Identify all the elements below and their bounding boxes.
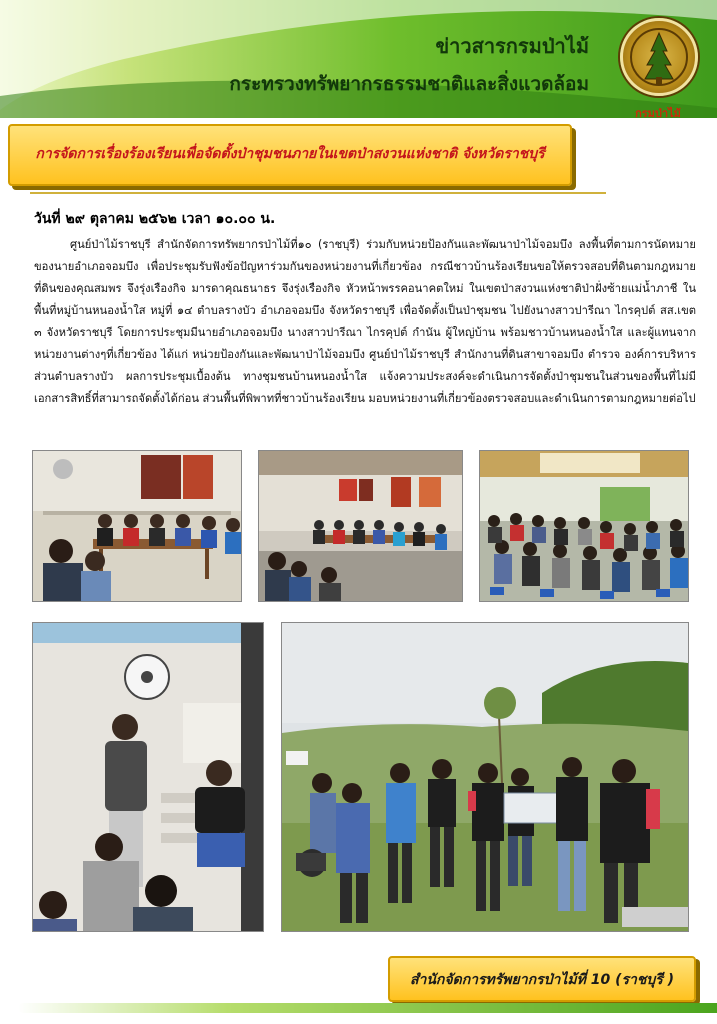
header-banner [0, 0, 717, 118]
headline-text: การจัดการเรื่องร้องเรียนเพื่อจัดตั้งป่าชุมชนภายในเขตป่าสงวนแห่งชาติ จังหวัดราชบุรี [35, 146, 545, 162]
header-swoosh [0, 0, 717, 118]
meeting-photo-speaker [32, 622, 264, 932]
meeting-photo-hall [258, 450, 463, 602]
footer-stripe [18, 1003, 717, 1013]
field-inspection-photo [281, 622, 689, 932]
headline-divider [30, 192, 606, 194]
footer-office-name: สำนักจัดการทรัพยากรป่าไม้ที่ 10 (ราชบุรี ) [409, 972, 675, 988]
ministry-name: กระทรวงทรัพยากรธรรมชาติและสิ่งแวดล้อม [229, 73, 589, 95]
article-body: ศูนย์ป่าไม้ราชบุรี สำนักจัดการทรัพยากรป่าไม้ที่๑๐ (ราชบุรี) ร่วมกับหน่วยป้องกันและพัฒนาป่าไม้จอมบึง ลงพื้นที่ตามการนัดหมายของนายอำเภอจอมบึง เพื่อประชุมรับฟังข้อปัญหาร่วมกันของหน่วยงานที่เกี่ยวข้อง กรณีชาวบ้านร้องเรียนขอให้ตรวจสอบที่ดินตามกฎหมายที่ดินของคุณสมพร จึงรุ่งเรืองกิจ มารดาคุณธนาธร จึงรุ่งเรืองกิจ หัวหน้าพรรคอนาคตใหม่ ในเขตป่าสงวนแห่งชาติป่าฝั่งซ้ายแม่น้ำภาชี ในพื้นที่หมู่บ้านหนองน้ำใส หมู่ที่ ๑๔ ตำบลรางบัว อำเภอจอมบึง จังหวัดราชบุรี เพื่อจัดตั้งเป็นป่าชุมชน ไปยังนางสาวปารีณา ไกรคุปต์ สส.เขต ๓ จังหวัดราชบุรี โดยการประชุมมีนายอำเภอจอมบึง นางสาวปารีณา ไกรคุปต์ กำนัน ผู้ใหญ่บ้าน พร้อมชาวบ้านหนองน้ำใส และผู้แทนจากหน่วยงานต่างๆที่เกี่ยวข้อง ได้แก่ หน่วยป้องกันและพัฒนาป่าไม้จอมบึง ศูนย์ป่าไม้ราชบุรี สำนักงานที่ดินสาขาจอมบึง ตำรวจ องค์การบริหารส่วนตำบลรางบัว ผลการประชุมเบื้องต้น ทางชุมชนบ้านหนองน้ำใส แจ้งความประสงค์จะดำเนินการจัดตั้งป่าชุมชนในส่วนของพื้นที่ไม่มีเอกสารสิทธิ์ที่สามารถจัดตั้งได้ก่อน ส่วนพื้นที่พิพาทที่ชาวบ้านร้องเรียน มอบหน่วยงานที่เกี่ยวข้องตรวจสอบและดำเนินการตามกฎหมายต่อไป [34, 238, 696, 405]
logo-caption: กรมป่าไม้ [635, 107, 681, 120]
publication-title: ข่าวสารกรมป่าไม้ [435, 34, 589, 58]
footer-office-banner [388, 956, 696, 1002]
date-line: วันที่ ๒๙ ตุลาคม ๒๕๖๒ เวลา ๑๐.๐๐ น. [34, 211, 276, 227]
meeting-photo-head-table [32, 450, 242, 602]
headline-banner [8, 124, 572, 186]
meeting-photo-audience [479, 450, 689, 602]
royal-forest-department-logo-icon [620, 18, 698, 96]
